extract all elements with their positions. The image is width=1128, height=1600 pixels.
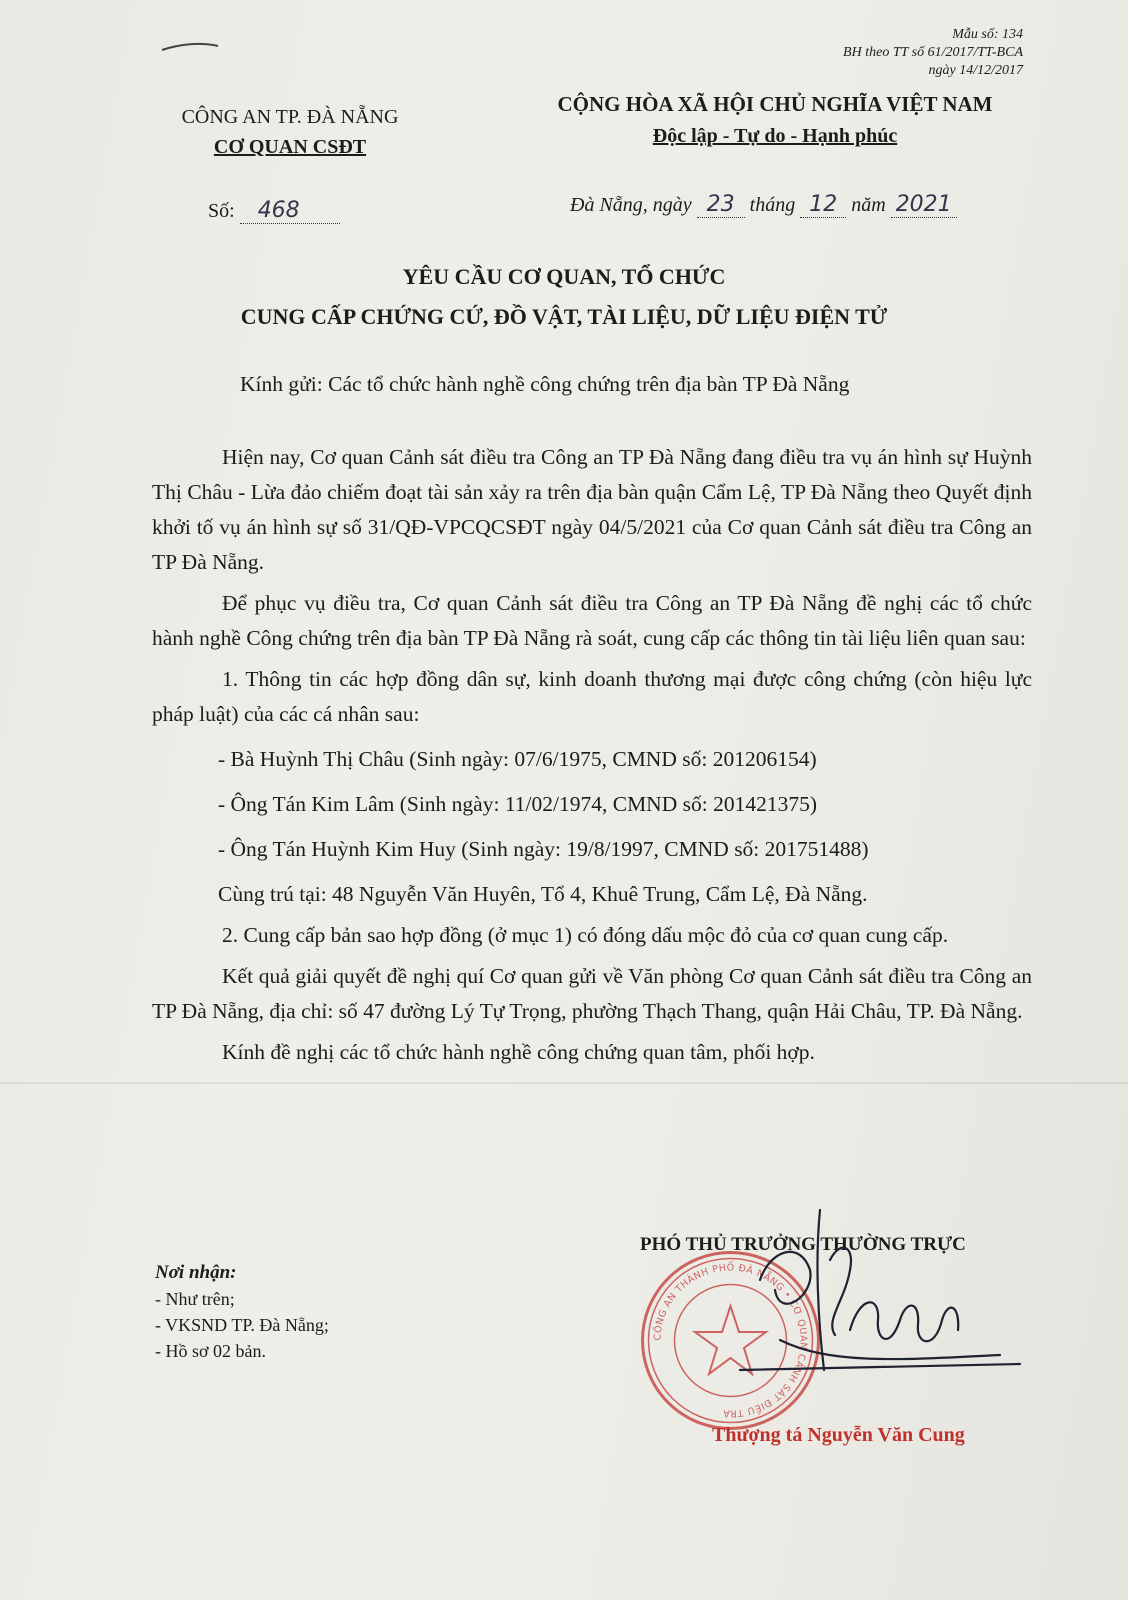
paper-fold <box>0 1082 1128 1084</box>
reference-number <box>208 198 340 224</box>
recipient-3: - Hồ sơ 02 bản. <box>155 1341 267 1361</box>
date-year: 2021 <box>895 192 952 217</box>
form-number-block <box>843 26 1023 80</box>
form-number: Mẫu số: 134 <box>952 27 1023 42</box>
document-title-line2: CUNG CẤP CHỨNG CỨ, ĐỒ VẬT, TÀI LIỆU, DỮ LIỆU ĐIỆN TỬ <box>240 304 888 329</box>
document-body <box>152 440 1032 1070</box>
pen-mark <box>160 38 220 58</box>
signer-position: PHÓ THỦ TRƯỞNG THƯỜNG TRỰC <box>640 1234 966 1255</box>
paragraph-closing: Kính đề nghị các tổ chức hành nghề công chứng quan tâm, phối hợp. <box>222 1040 815 1064</box>
paragraph-result: Kết quả giải quyết đề nghị quí Cơ quan gửi về Văn phòng Cơ quan Cảnh sát điều tra Công an TP Đà Nẵng, địa chỉ: số 47 đường Lý Tự Trọng, phường Thạch Thang, quận Hải Châu, TP. Đà Nẵng. <box>152 964 1032 1023</box>
date-month-label: tháng <box>749 194 796 216</box>
nation-title: CỘNG HÒA XÃ HỘI CHỦ NGHĨA VIỆT NAM <box>557 92 993 116</box>
form-regulation: BH theo TT số 61/2017/TT-BCA <box>843 45 1023 60</box>
signer-name: Thượng tá Nguyễn Văn Cung <box>712 1424 965 1446</box>
date-place: Đà Nẵng, ngày <box>570 194 692 216</box>
date-day: 23 <box>706 192 735 217</box>
reference-value: 468 <box>257 198 300 223</box>
svg-text:CÔNG AN THÀNH PHỐ ĐÀ NẴNG • CƠ: CÔNG AN THÀNH PHỐ ĐÀ NẴNG • CƠ QUAN CẢNH SÁT ĐIỀU TRA <box>652 1262 809 1419</box>
issuer-agency: CÔNG AN TP. ĐÀ NẴNG <box>181 106 399 128</box>
recipients-block <box>155 1260 329 1364</box>
issuer-block <box>160 102 420 162</box>
item-2: 2. Cung cấp bản sao hợp đồng (ở mục 1) có đóng dấu mộc đỏ của cơ quan cung cấp. <box>222 923 949 947</box>
handwritten-signature <box>720 1200 1040 1430</box>
recipient-2: - VKSND TP. Đà Nẵng; <box>155 1315 329 1335</box>
date-year-label: năm <box>851 194 886 216</box>
addressee: Kính gửi: Các tổ chức hành nghề công chứng trên địa bàn TP Đà Nẵng <box>240 372 850 396</box>
document-title-line1: YÊU CẦU CƠ QUAN, TỔ CHỨC <box>402 264 726 289</box>
paragraph-investigation: Hiện nay, Cơ quan Cảnh sát điều tra Công an TP Đà Nẵng đang điều tra vụ án hình sự Huỳnh Thị Châu - Lừa đảo chiếm đoạt tài sản xảy ra trên địa bàn quận Cẩm Lệ, TP Đà Nẵng theo Quyết định khởi tố vụ án hình sự số 31/QĐ-VPCQCSĐT ngày 04/5/2021 của Cơ quan Cảnh sát điều tra Công an TP Đà Nẵng. <box>152 445 1032 574</box>
person-2: - Ông Tán Kim Lâm (Sinh ngày: 11/02/1974, CMND số: 201421375) <box>218 792 817 816</box>
paragraph-request: Để phục vụ điều tra, Cơ quan Cảnh sát điều tra Công an TP Đà Nẵng đề nghị các tổ chức hành nghề Công chứng trên địa bàn TP Đà Nẵng rà soát, cung cấp các thông tin tài liệu liên quan sau: <box>152 591 1032 650</box>
dateline <box>570 192 957 218</box>
nation-motto: Độc lập - Tự do - Hạnh phúc <box>652 125 898 147</box>
national-header <box>535 88 1015 152</box>
issuer-department: CƠ QUAN CSĐT <box>213 136 367 158</box>
residence: Cùng trú tại: 48 Nguyễn Văn Huyên, Tổ 4, Khuê Trung, Cẩm Lệ, Đà Nẵng. <box>218 882 868 906</box>
person-1: - Bà Huỳnh Thị Châu (Sinh ngày: 07/6/1975, CMND số: 201206154) <box>218 747 817 771</box>
reference-label: Số: <box>208 200 235 222</box>
recipient-1: - Như trên; <box>155 1289 235 1309</box>
recipients-heading: Nơi nhận: <box>155 1262 237 1283</box>
person-3: - Ông Tán Huỳnh Kim Huy (Sinh ngày: 19/8/1997, CMND số: 201751488) <box>218 837 869 861</box>
item-1: 1. Thông tin các hợp đồng dân sự, kinh doanh thương mại được công chứng (còn hiệu lực pháp luật) của các cá nhân sau: <box>152 667 1032 726</box>
form-date: ngày 14/12/2017 <box>928 63 1023 78</box>
date-month: 12 <box>809 192 838 217</box>
